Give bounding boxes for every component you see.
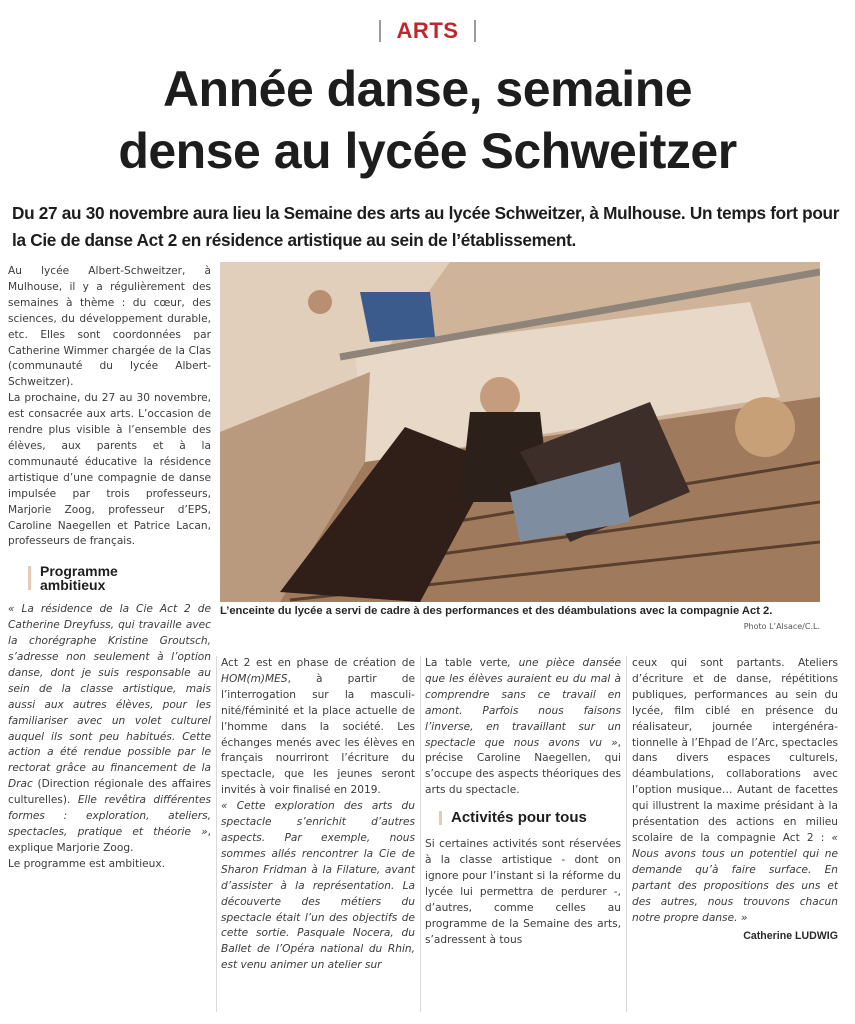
photo-illustration — [220, 262, 820, 602]
plain-text: (Direction régionale des affaires culturelles). — [8, 778, 211, 807]
column-2 — [221, 656, 415, 974]
quote-text: « Cette exploration des arts du spectacle s’enrichit d’autres aspects. Par exemple, nous sommes allés rencontrer la Cie de Sharon Fridman à la Filature, avant d’assister à la représentation. La découverte des métiers du spectacle était l’un des objectifs de cette sortie. Pasquale Nocera, du Ballet de l’Opéra national du Rhin, est venu animer un atelier sur — [221, 800, 415, 972]
show-title: HOM(m)MES — [221, 672, 288, 685]
photo-credit: Photo L’Alsace/C.L. — [743, 622, 820, 631]
attribution: , précise Caroline Naegellen, qui s’occupe des aspects théoriques des arts du spectacle. — [425, 736, 621, 797]
article-photo — [220, 262, 820, 602]
headline-line-2: dense au lycée Schweitzer — [118, 123, 737, 179]
section-rubric — [0, 18, 855, 44]
headline-line-1: Année danse, semaine — [162, 61, 693, 117]
quote-text: , une pièce dansée que les élèves auraient eu du mal à comprendre sans ce travail en amont. Parfois nous faisons l’inverse, en travaillant sur un spectacle que nous avons vu » — [425, 657, 621, 749]
paragraph: La prochaine, du 27 au 30 novembre, est consacrée aux arts. L’occasion de rendre plus visible à l’ensemble des élèves, aux parents et à la communauté éducative la résidence artistique d’une compagnie de danse impulsée par trois professeurs, Marjorie Zoog, professeur d’EPS, Caroline Naegellen et Patrice Lacan, professeurs de français. — [8, 392, 211, 548]
paragraph — [8, 602, 211, 857]
plain-text: , à partir de l’interrogation sur la masculinité/féminité et la place actuelle de l’homme dans la société. Les échanges menés avec les élèves en français nourriront l’écriture du spectacle, que les jeunes seront invités à voir finalisé en 2019. — [221, 672, 415, 797]
quote-text: « La résidence de la Cie Act 2 de Catherine Dreyfuss, qui travaille avec la chorégraphe Kristine Groutsch, s’adresse non seulement à l’option danse, dont je suis responsable au sein de la classe artistique, mais aussi aux autres élèves, pour les familiariser avec un volet culturel auquel ils sont peu habitués. Cette action a été rendue possible par le rectorat grâce au financement de la Drac — [8, 603, 211, 791]
paragraph — [632, 656, 838, 926]
paragraph — [425, 656, 621, 799]
paragraph — [221, 799, 415, 974]
subheading-activites: Activités pour tous — [439, 809, 621, 827]
paragraph: Au lycée Albert-Schweitzer, à Mulhouse, il y a régulièrement des semaines à thème : du cœur, des sciences, du développement durable, etc. Elles sont coordonnées par Catherine Wimmer chargée de la Clas (communauté du lycée Albert-Schweitzer). — [8, 265, 211, 389]
standfirst: Du 27 au 30 novembre aura lieu la Semaine des arts au lycée Schweitzer, à Mulhouse. Un temps fort pour la Cie de danse Act 2 en résidence artistique au sein de l’établissement. — [12, 203, 840, 250]
column-divider — [216, 656, 217, 1012]
quote-text: « Nous avons tous un potentiel qui ne demande qu’à faire surface. En partant des propositions des uns et des autres, nous trouvons chacun notre propre danse. » — [632, 831, 838, 924]
author-byline: Catherine LUDWIG — [743, 930, 838, 943]
rubric-divider-left — [379, 20, 381, 42]
column-1 — [8, 264, 211, 873]
subheading-programme — [28, 564, 211, 592]
column-divider — [420, 656, 421, 1012]
paragraph: Si certaines activités sont réservées à la classe artistique - dont on ignore pour l’instant si la réforme du lycée lui permettra de perdurer -, d’autres, comme celles au programme de la Semaine des arts, s’adressent à tous — [425, 838, 621, 946]
dancer-2-head — [735, 397, 795, 457]
show-title: La table verte — [425, 657, 508, 669]
column-divider — [626, 656, 627, 1012]
rubric-label: ARTS — [396, 18, 459, 43]
column-3 — [425, 656, 621, 949]
dancer-4-head — [308, 290, 332, 314]
quote-text: Elle revêtira différentes formes : exploration, ateliers, spectacles, pratique et théorie » — [8, 794, 211, 838]
paragraph — [221, 656, 415, 799]
subheading-line: Programme — [40, 563, 118, 580]
paragraph: Le programme est ambitieux. — [8, 857, 166, 870]
plain-text: ceux qui sont partants. Ateliers d’écriture et de danse, répétitions publiques, performances au sein du lycée, film ciblé en présence du réalisateur, journée intergénérationnelle à l’Ehpad de l’Arc, spectacles dans divers espaces culturels, déambulations, collaborations avec l’option musique… Autant de facettes qui illustrent la maxime présidant à la présentation des actions en milieu scolaire de la compagnie Act 2 : — [632, 657, 838, 844]
plain-text: Act 2 est en phase de création de — [221, 657, 415, 669]
headline — [0, 58, 855, 182]
attribution: , explique Marjorie Zoog. — [8, 826, 211, 854]
subheading-line: ambitieux — [40, 577, 106, 594]
column-4 — [632, 656, 838, 945]
rubric-divider-right — [474, 20, 476, 42]
photo-caption: L’enceinte du lycée a servi de cadre à des performances et des déambulations avec la compagnie Act 2. — [220, 605, 773, 617]
dancer-head — [480, 377, 520, 417]
dancer-3-blue-top — [360, 292, 435, 342]
